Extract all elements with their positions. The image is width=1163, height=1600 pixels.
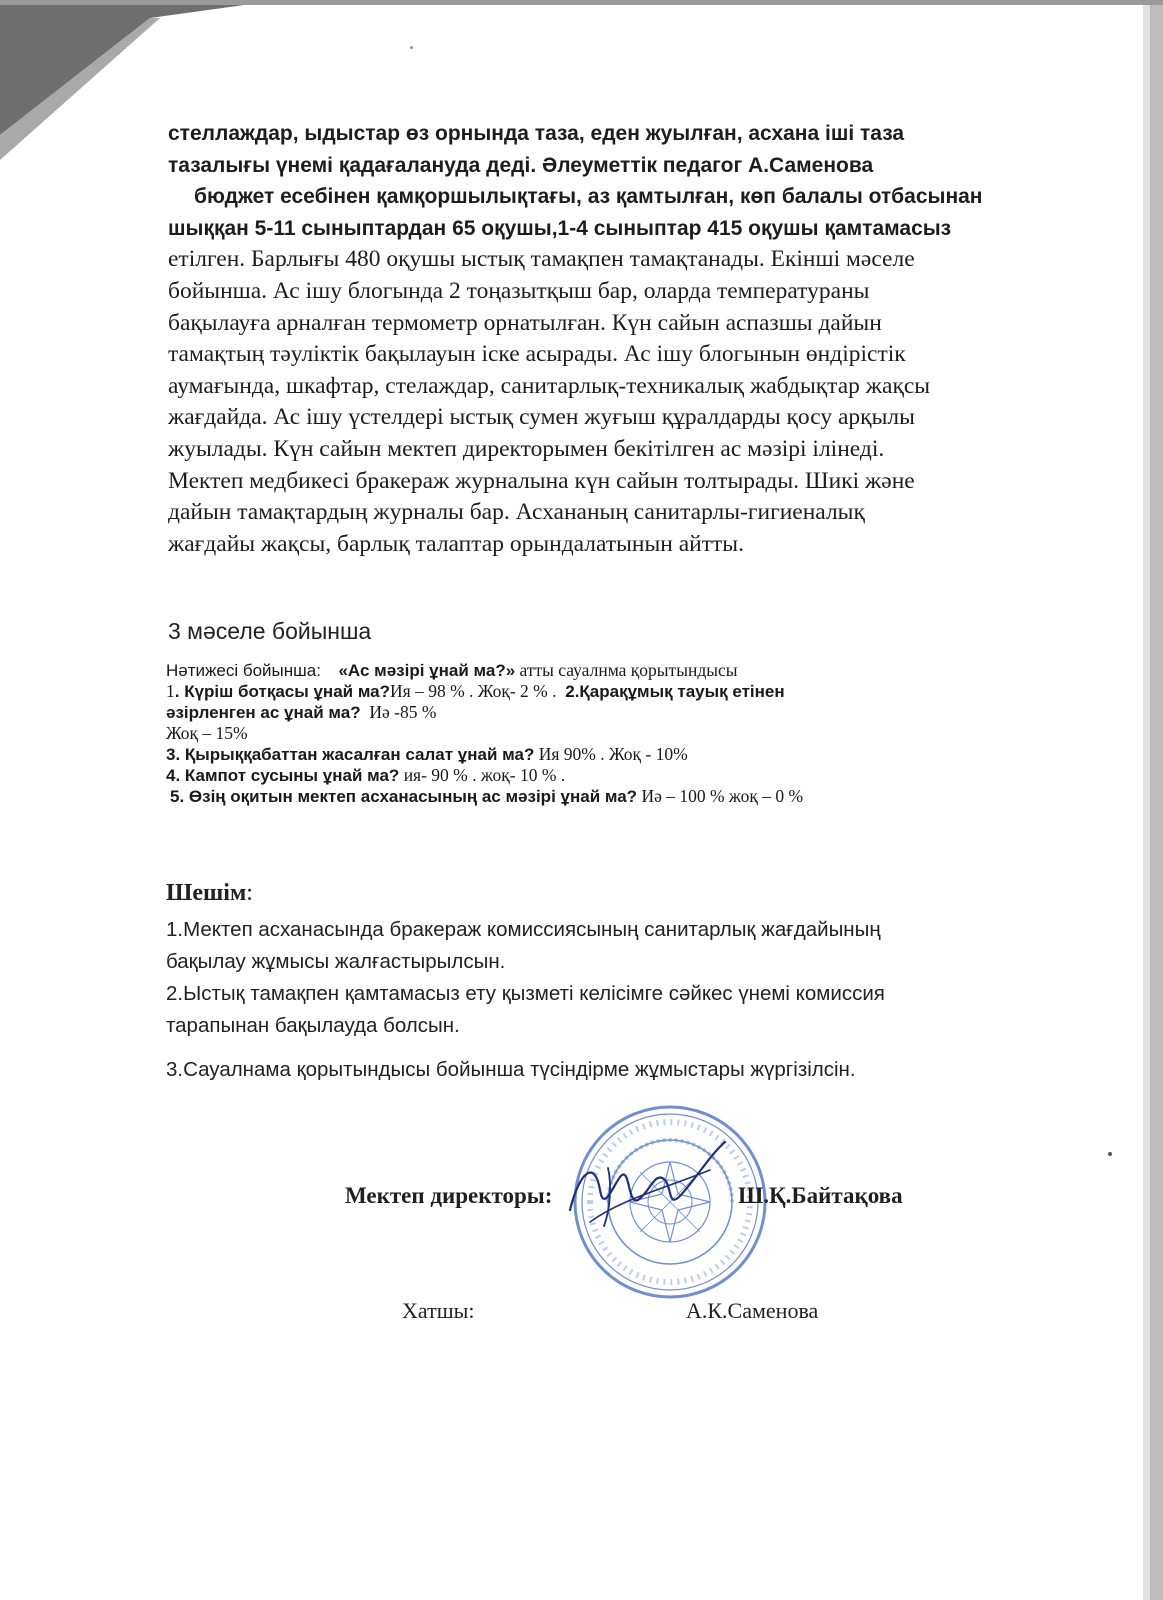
- decision-item-1-cont: бақылау жұмысы жалғастырылсын.: [166, 950, 506, 973]
- survey-question-2: [166, 702, 1046, 723]
- survey-intro: [166, 660, 1046, 681]
- paragraph-line: жағдайы жақсы, барлық талаптар орындалатынын айтты.: [168, 530, 744, 557]
- question-answer: Иә – 100 % жоқ – 0 %: [641, 786, 804, 806]
- question-text: . Күріш ботқасы ұнай ма?: [174, 682, 391, 701]
- decision-colon: :: [246, 880, 253, 906]
- question-answer: Ия 90% . Жоқ - 10%: [538, 744, 688, 764]
- paragraph-line: жағдайда. Ас ішу үстелдері ыстық сумен жуғыш құралдарды қосу арқылы: [168, 404, 915, 431]
- question-answer: ия- 90 % . жоқ- 10 % .: [403, 765, 566, 785]
- body-paragraph: [168, 118, 1048, 560]
- decision-item-2: 2.Ыстық тамақпен қамтамасыз ету қызметі келісімге сәйкес үнемі комиссия: [166, 982, 885, 1005]
- decision-title: Шешім: [166, 880, 247, 906]
- paragraph-line: етілген. Барлығы 480 оқушы ыстық тамақпен тамақтанады. Екінші мәселе: [168, 246, 915, 273]
- paragraph-line: бойынша. Ас ішу блогында 2 тоңазытқыш бар, оларда температураны: [168, 277, 870, 304]
- question-text: 5. Өзің оқитын мектеп асханасының ас мәзірі ұнай ма?: [170, 787, 638, 806]
- question-text: әзірленген ас ұнай ма?: [166, 703, 361, 722]
- paragraph-line: дайын тамақтардың журналы бар. Асхананың санитарлы-гигиеналық: [168, 499, 865, 526]
- survey-title: «Ас мәзірі ұнай ма?»: [338, 661, 516, 680]
- secretary-name: А.К.Саменова: [686, 1298, 819, 1323]
- survey-intro-prefix: Нәтижесі бойынша:: [166, 661, 321, 680]
- paragraph-line: бюджет есебінен қамқоршылықтағы, аз қамтылған, көп балалы отбасынан: [194, 185, 983, 209]
- paragraph-line: стеллаждар, ыдыстар өз орнында таза, еден жуылған, асхана іші таза: [168, 122, 905, 145]
- question-text: 3. Қырыққабаттан жасалған салат ұнай ма?: [166, 745, 535, 764]
- question-answer: Иә -85 %: [369, 702, 437, 722]
- director-label: Мектеп директоры:: [345, 1183, 553, 1208]
- decision-heading: [166, 880, 253, 907]
- survey-question-4: [166, 765, 1046, 786]
- survey-question-5: [166, 786, 1046, 807]
- survey-results: [166, 660, 1046, 807]
- decision-list: [166, 914, 1046, 1086]
- survey-question-3: [166, 744, 1046, 765]
- paragraph-line: тазалығы үнемі қадағалануда деді. Әлеуметтік педагог А.Саменова: [168, 153, 874, 177]
- paragraph-line: жуылады. Күн сайын мектеп директорымен бекітілген ас мәзірі ілінеді.: [168, 435, 885, 462]
- director-name: Ш.Қ.Байтақова: [738, 1183, 903, 1208]
- paragraph-line: тамақтың тәуліктік бақылауын іске асырады. Ас ішу блогынын өндірістік: [168, 341, 906, 368]
- question-answer: Ия – 98 % . Жоқ- 2 % .: [390, 681, 557, 701]
- paragraph-line: шыққан 5-11 сыныптардан 65 оқушы,1-4 сыныптар 415 оқушы қамтамасыз: [168, 216, 952, 240]
- question-text: 2.Қарақұмық тауық етінен: [565, 682, 785, 701]
- survey-question-1: [166, 681, 1046, 702]
- scan-speck: [410, 46, 413, 49]
- scan-speck: [1108, 1152, 1112, 1156]
- question-text: 4. Кампот сусыны ұнай ма?: [166, 766, 400, 785]
- section-3-heading: 3 мәселе бойынша: [168, 618, 372, 644]
- decision-item-3: 3.Сауалнама қорытындысы бойынша түсіндірме жұмыстары жүргізілсін.: [166, 1058, 856, 1081]
- decision-item-1: 1.Мектеп асханасында бракераж комиссиясының санитарлық жағдайының: [166, 918, 881, 941]
- survey-question-2-no: Жоқ – 15%: [166, 723, 248, 743]
- paragraph-line: Мектеп медбикесі бракераж журналына күн сайын толтырады. Шикі және: [168, 467, 915, 494]
- handwritten-signature: [560, 1130, 730, 1240]
- paragraph-line: бақылауға арналған термометр орнатылған. Күн сайын аспазшы дайын: [168, 309, 882, 336]
- survey-intro-suffix: атты сауалнма қорытындысы: [519, 660, 738, 680]
- decision-item-2-cont: тарапынан бақылауда болсын.: [166, 1014, 460, 1037]
- paragraph-line: аумағында, шкафтар, стелаждар, санитарлық-техникалық жабдықтар жақсы: [168, 372, 931, 399]
- question-number: 1: [166, 681, 175, 701]
- secretary-label: Хатшы:: [402, 1298, 475, 1323]
